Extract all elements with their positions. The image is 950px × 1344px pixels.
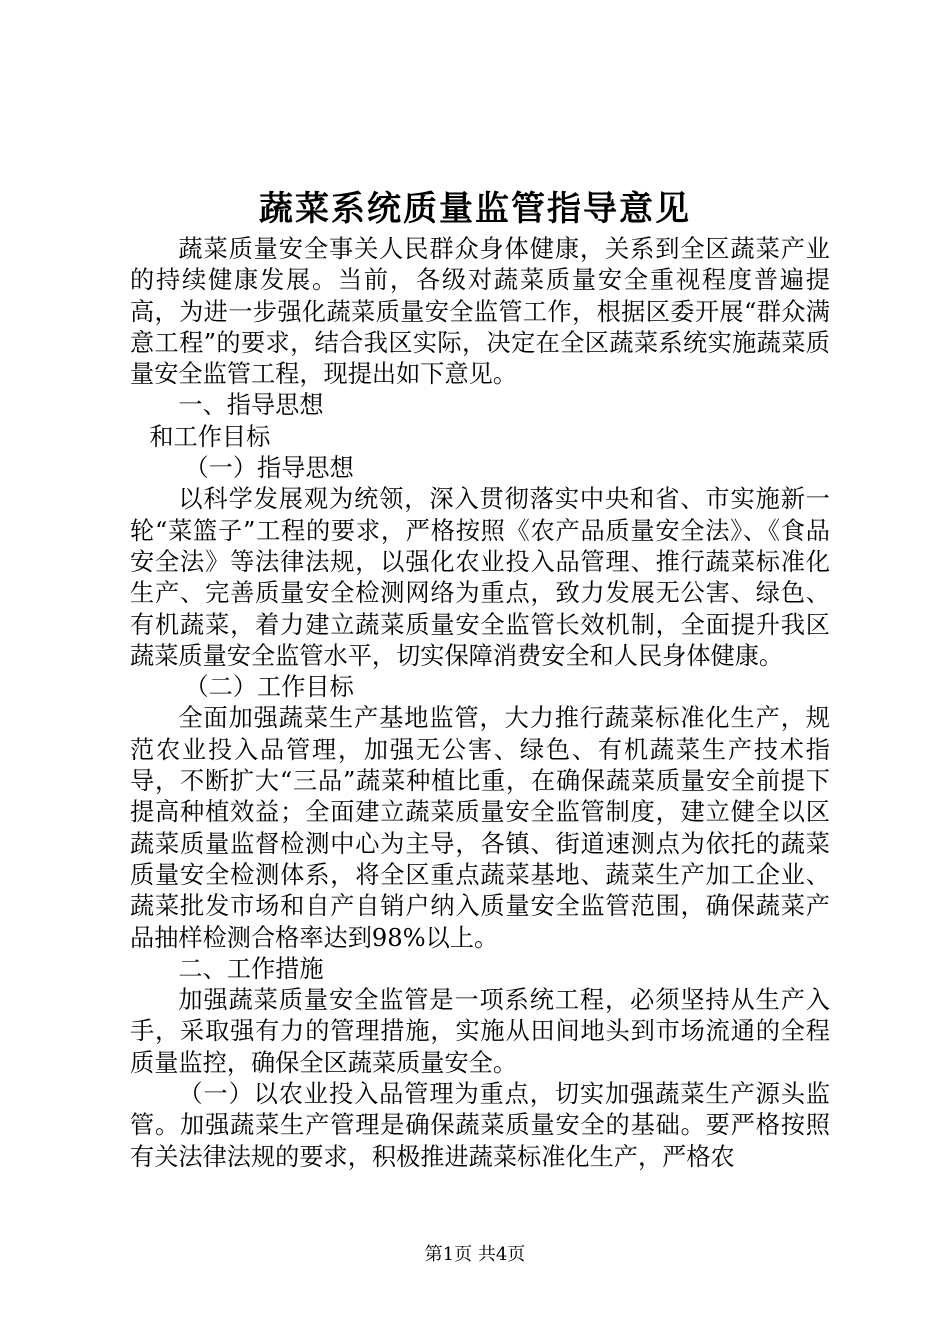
paragraph-work-measures: 加强蔬菜质量安全监管是一项系统工程，必须坚持从生产入手，采取强有力的管理措施，实施从田间地头到市场流通的全程质量监控，确保全区蔬菜质量安全。 (130, 986, 830, 1077)
section-heading-guiding-thought: 一、指导思想 (178, 391, 324, 420)
subheading-guiding-thought: （一）指导思想 (184, 454, 354, 483)
section-heading-continuation: 和工作目标 (149, 422, 271, 451)
paragraph-guiding-thought: 以科学发展观为统领，深入贯彻落实中央和省、市实施新一轮“菜篮子”工程的要求，严格按照《农产品质量安全法》、《食品安全法》等法律法规，以强化农业投入品管理、推行蔬菜标准化生产、完善质量安全检测网络为重点，致力发展无公害、绿色、有机蔬菜，着力建立蔬菜质量安全监管长效机制，全面提升我区蔬菜质量安全监管水平，切实保障消费安全和人民身体健康。 (130, 485, 830, 670)
page-footer: 第1页 共4页 (424, 1244, 526, 1265)
paragraph-measure-one: （一）以农业投入品管理为重点，切实加强蔬菜生产源头监管。加强蔬菜生产管理是确保蔬菜质量安全的基础。要严格按照有关法律法规的要求，积极推进蔬菜标准化生产，严格农 (130, 1080, 830, 1171)
paragraph-work-goals: 全面加强蔬菜生产基地监管，大力推行蔬菜标准化生产，规范农业投入品管理，加强无公害、绿色、有机蔬菜生产技术指导，不断扩大“三品”蔬菜种植比重，在确保蔬菜质量安全前提下提高种植效益；全面建立蔬菜质量安全监管制度，建立健全以区蔬菜质量监督检测中心为主导，各镇、街道速测点为依托的蔬菜质量安全检测体系，将全区重点蔬菜基地、蔬菜生产加工企业、蔬菜批发市场和自产自销户纳入质量安全监管范围，确保蔬菜产品抽样检测合格率达到98%以上。 (130, 704, 830, 952)
section-heading-work-measures: 二、工作措施 (178, 954, 324, 983)
document-title: 蔬菜系统质量监管指导意见 (259, 189, 691, 229)
paragraph-intro: 蔬菜质量安全事关人民群众身体健康，关系到全区蔬菜产业的持续健康发展。当前，各级对蔬菜质量安全重视程度普遍提高，为进一步强化蔬菜质量安全监管工作，根据区委开展“群众满意工程”的要求，结合我区实际，决定在全区蔬菜系统实施蔬菜质量安全监管工程，现提出如下意见。 (130, 235, 830, 389)
document-body (130, 234, 830, 1173)
subheading-work-goals: （二）工作目标 (184, 673, 354, 702)
